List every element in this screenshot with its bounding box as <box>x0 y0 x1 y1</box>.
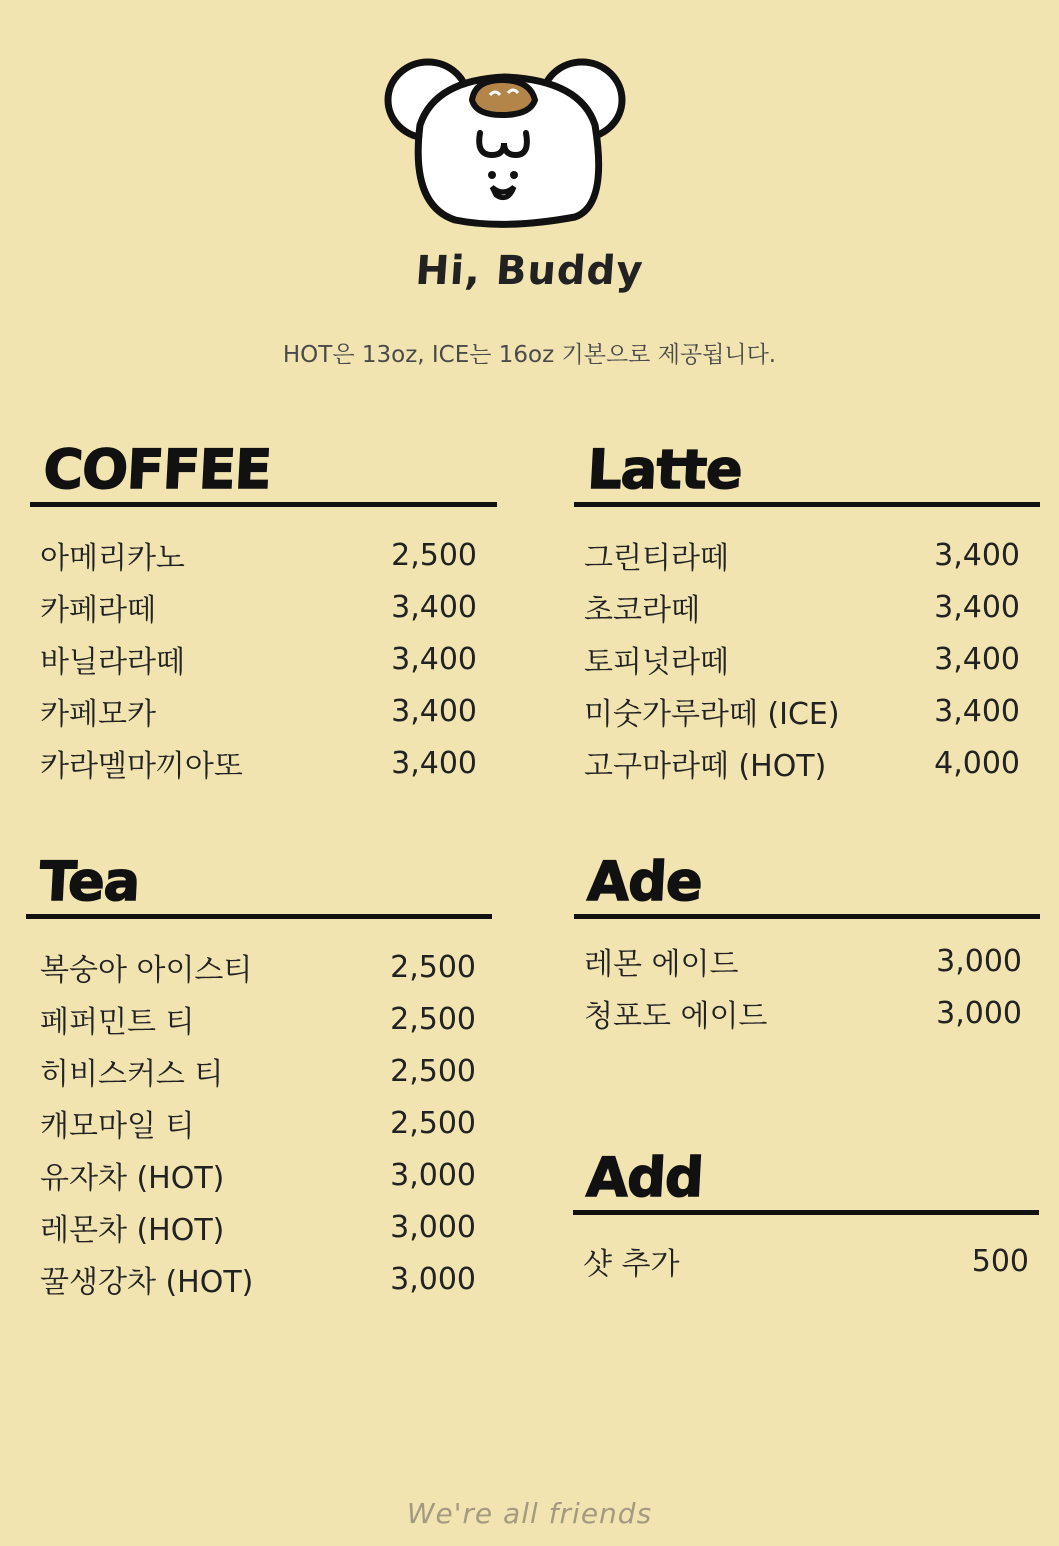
menu-item <box>574 935 1040 987</box>
menu-item <box>574 581 1040 633</box>
item-name: 초코라떼 <box>584 593 700 628</box>
menu-item <box>30 633 497 685</box>
item-price: 3,000 <box>390 1261 476 1297</box>
item-price: 3,400 <box>934 693 1020 729</box>
item-price: 3,400 <box>391 641 477 677</box>
item-price: 3,400 <box>934 589 1020 625</box>
menu-item <box>574 685 1040 737</box>
item-name: 아메리카노 <box>40 541 185 576</box>
menu-item <box>26 1201 492 1253</box>
divider <box>574 914 1040 919</box>
item-name: 고구마라떼 (HOT) <box>584 749 827 784</box>
item-name: 히비스커스 티 <box>40 1057 224 1092</box>
item-price: 2,500 <box>390 949 476 985</box>
item-price: 3,400 <box>934 537 1020 573</box>
menu-item <box>573 1235 1039 1287</box>
menu-item <box>26 1149 492 1201</box>
section-title: Tea <box>37 850 141 913</box>
menu-list <box>573 1235 1039 1287</box>
menu-list <box>574 529 1040 789</box>
menu-item <box>574 737 1040 789</box>
menu-item <box>26 1253 492 1305</box>
menu-item <box>26 1097 492 1149</box>
menu-item <box>30 581 497 633</box>
section-title: Add <box>584 1146 705 1209</box>
item-name: 유자차 (HOT) <box>40 1161 225 1196</box>
divider <box>574 502 1040 507</box>
size-notice: HOT은 13oz, ICE는 16oz 기본으로 제공됩니다. <box>282 342 777 368</box>
item-price: 4,000 <box>934 745 1020 781</box>
item-name: 카라멜마끼아또 <box>40 749 243 784</box>
section-tea <box>26 852 492 1305</box>
section-ade <box>574 852 1040 1039</box>
item-name: 레몬차 (HOT) <box>40 1213 225 1248</box>
item-price: 3,400 <box>391 589 477 625</box>
menu-item <box>574 987 1040 1039</box>
item-price: 3,400 <box>391 745 477 781</box>
item-price: 3,000 <box>936 943 1022 979</box>
divider <box>573 1210 1039 1215</box>
menu-list <box>26 941 492 1305</box>
divider <box>30 502 497 507</box>
section-title: COFFEE <box>41 438 273 501</box>
item-price: 2,500 <box>391 537 477 573</box>
menu-list <box>574 935 1040 1039</box>
item-name: 토피넛라떼 <box>584 645 729 680</box>
item-price: 2,500 <box>390 1001 476 1037</box>
section-add <box>573 1148 1039 1287</box>
brand-name: Hi, Buddy <box>414 248 645 294</box>
bear-with-bread-icon <box>380 55 630 235</box>
item-name: 청포도 에이드 <box>584 999 768 1034</box>
menu-list <box>30 529 497 789</box>
menu-item <box>574 529 1040 581</box>
item-name: 카페모카 <box>40 697 156 732</box>
section-coffee <box>30 440 497 789</box>
footer-tagline: We're all friends <box>406 1497 653 1530</box>
item-name: 페퍼민트 티 <box>40 1005 195 1040</box>
menu-item <box>26 993 492 1045</box>
menu-item <box>26 1045 492 1097</box>
item-price: 3,000 <box>390 1209 476 1245</box>
item-name: 그린티라떼 <box>584 541 729 576</box>
item-price: 3,000 <box>390 1157 476 1193</box>
section-latte <box>574 440 1040 789</box>
item-name: 바닐라라떼 <box>40 645 185 680</box>
item-name: 레몬 에이드 <box>584 947 739 982</box>
section-title: Latte <box>585 438 744 501</box>
item-price: 500 <box>971 1243 1029 1279</box>
menu-item <box>30 529 497 581</box>
item-name: 카페라떼 <box>40 593 156 628</box>
menu-item <box>26 941 492 993</box>
item-name: 샷 추가 <box>583 1247 680 1282</box>
item-name: 꿀생강차 (HOT) <box>40 1265 254 1300</box>
section-title: Ade <box>585 850 704 913</box>
menu-item <box>574 633 1040 685</box>
item-name: 복숭아 아이스티 <box>40 953 253 988</box>
menu-item <box>30 737 497 789</box>
divider <box>26 914 492 919</box>
item-name: 캐모마일 티 <box>40 1109 195 1144</box>
item-price: 3,400 <box>934 641 1020 677</box>
menu-item <box>30 685 497 737</box>
item-price: 3,400 <box>391 693 477 729</box>
item-price: 2,500 <box>390 1053 476 1089</box>
item-price: 2,500 <box>390 1105 476 1141</box>
item-name: 미숫가루라떼 (ICE) <box>584 697 840 732</box>
item-price: 3,000 <box>936 995 1022 1031</box>
